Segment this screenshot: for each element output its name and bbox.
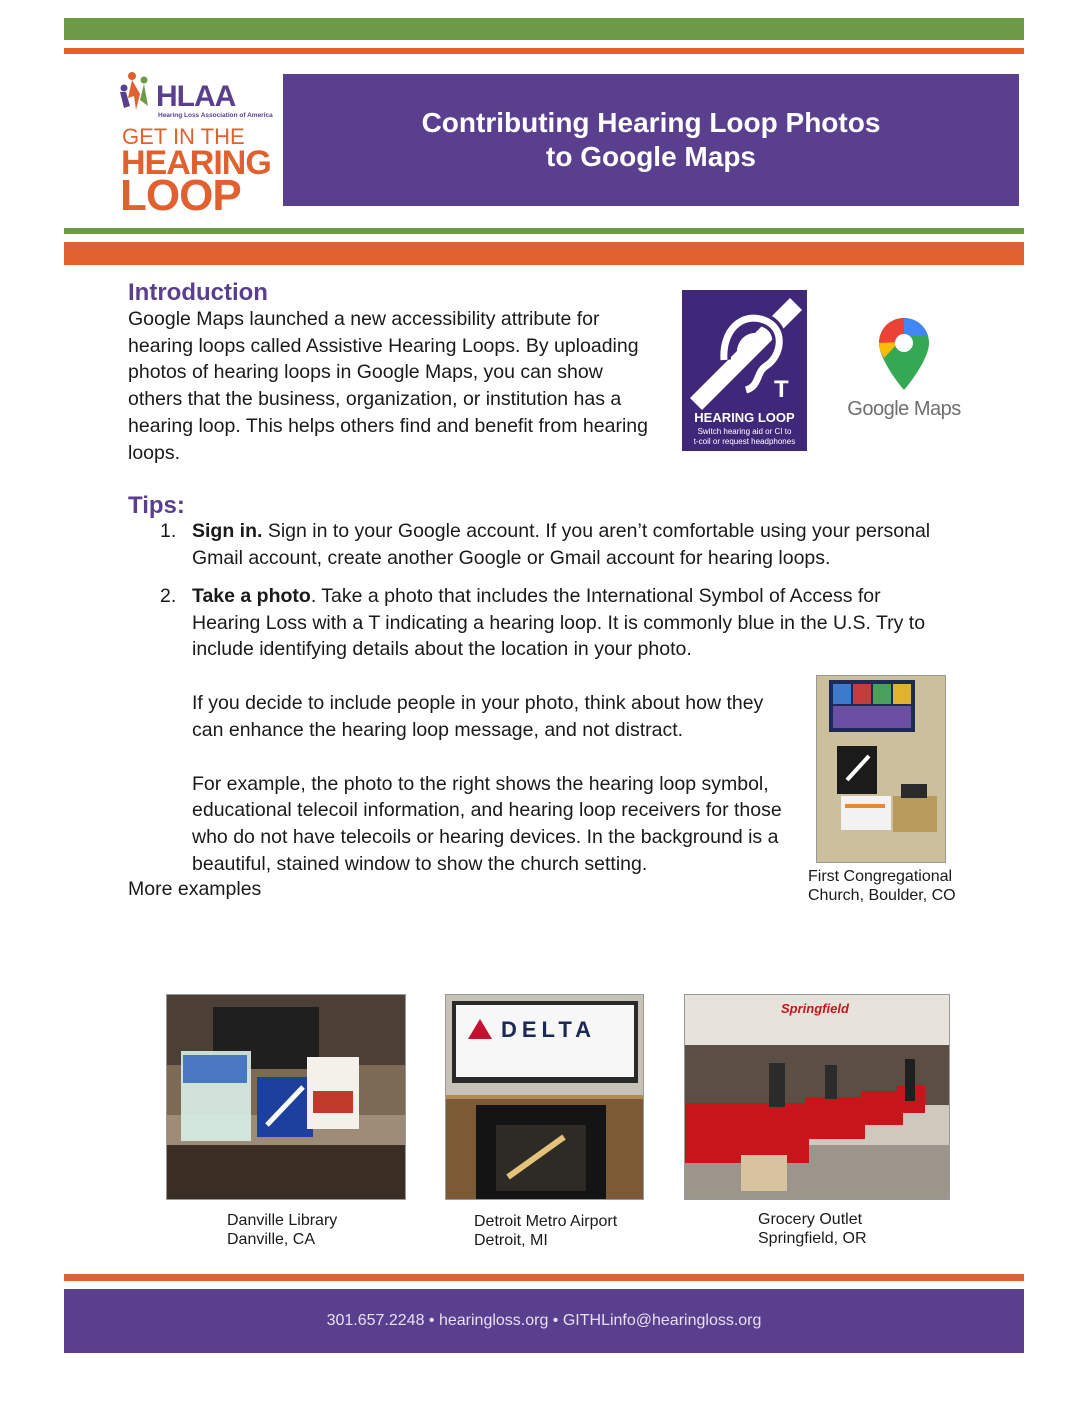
- tip-2-number: 2.: [160, 585, 177, 607]
- caption-danville-line-1: Danville Library: [227, 1212, 338, 1229]
- hearing-loop-sign-title: HEARING LOOP: [694, 410, 795, 425]
- tip-2-para3-line: For example, the photo to the right shows the hearing loop symbol,: [192, 772, 769, 795]
- tip-2-para2-line: If you decide to include people in your photo, think about how they: [192, 692, 764, 715]
- hlaa-wordmark: HLAA: [156, 80, 236, 113]
- example-photo-detroit: [445, 994, 644, 1200]
- grocery-brand-text: Springfield: [781, 1001, 849, 1016]
- hearing-loop-sign-sub1: Switch hearing aid or CI to: [697, 427, 792, 436]
- google-maps-pin-icon: [879, 318, 929, 390]
- hearing-loop-sign: [682, 290, 807, 451]
- tip-2-para3-line: beautiful, stained window to show the church setting.: [192, 852, 648, 875]
- tips-heading: Tips:: [128, 492, 185, 519]
- tip-2-line-3: include identifying details about the location in your photo.: [192, 638, 692, 661]
- page-title-box: [283, 74, 1019, 206]
- page-title-line-1: Contributing Hearing Loop Photos: [421, 107, 881, 138]
- tip-2-bold: Take a photo: [192, 585, 311, 607]
- mid-green-stripe: [64, 228, 1024, 234]
- caption-grocery: [758, 1210, 938, 1248]
- mid-orange-stripe: [64, 242, 1024, 265]
- top-orange-stripe: [64, 48, 1024, 54]
- tip-2-line-1: [192, 583, 972, 610]
- tip-2-para3-line: educational telecoil information, and hearing loop receivers for those: [192, 799, 782, 822]
- tip-1-bold: Sign in.: [192, 520, 263, 542]
- caption-grocery-line-1: Grocery Outlet: [758, 1211, 863, 1228]
- intro-line: loops.: [128, 441, 181, 464]
- delta-brand-text: DELTA: [501, 1017, 597, 1042]
- tip-1-text-1: Sign in to your Google account. If you aren’t comfortable using your personal: [262, 520, 931, 542]
- logo-line-loop: LOOP: [120, 171, 241, 220]
- tip-1-line-1: [192, 518, 972, 545]
- top-green-stripe: [64, 18, 1024, 40]
- example-photo-danville: [166, 994, 406, 1200]
- tip-2-text-1: . Take a photo that includes the International Symbol of Access for: [310, 585, 881, 607]
- intro-paragraph: [128, 306, 673, 466]
- caption-detroit-line-1: Detroit Metro Airport: [474, 1213, 618, 1230]
- google-maps-label: Google Maps: [847, 398, 961, 420]
- danville-photo-image: [167, 995, 405, 1199]
- intro-heading: Introduction: [128, 279, 268, 306]
- footer-contact: 301.657.2248 • hearingloss.org • GITHLinfo@hearingloss.org: [326, 1312, 762, 1329]
- intro-line: hearing loop. This helps others find and benefit from hearing: [128, 414, 648, 437]
- church-caption-line: Church, Boulder, CO: [808, 887, 956, 904]
- google-maps-logo: [842, 318, 966, 428]
- caption-grocery-line-2: Springfield, OR: [758, 1230, 867, 1247]
- intro-line: photos of hearing loops in Google Maps, you can show: [128, 361, 603, 384]
- caption-detroit: [474, 1212, 654, 1250]
- page-title-line-2: to Google Maps: [546, 141, 756, 172]
- church-caption-line: First Congregational: [808, 868, 953, 885]
- hlaa-logo: [118, 70, 273, 220]
- hearing-loop-t-letter: T: [774, 376, 789, 403]
- intro-line: others that the business, organization, or institution has a: [128, 388, 622, 411]
- bottom-orange-stripe: [64, 1274, 1024, 1281]
- hlaa-people-icon: [118, 70, 158, 114]
- tip-1-number: 1.: [160, 520, 177, 542]
- intro-line: hearing loops called Assistive Hearing Loops. By uploading: [128, 334, 639, 357]
- caption-danville: [227, 1211, 407, 1249]
- hlaa-full-name: Hearing Loss Association of America: [158, 112, 273, 119]
- footer-bar: [64, 1289, 1024, 1353]
- example-photo-grocery: [684, 994, 950, 1200]
- hearing-loop-sign-sub2: t-coil or request headphones: [693, 437, 796, 446]
- intro-line: Google Maps launched a new accessibility attribute for: [128, 308, 600, 330]
- tip-1-line-2: Gmail account, create another Google or Gmail account for hearing loops.: [192, 546, 831, 569]
- tip-2-para3-line: who do not have telecoils or hearing devices. In the background is a: [192, 825, 779, 848]
- church-photo-image: [817, 676, 945, 862]
- church-photo: [816, 675, 946, 863]
- caption-detroit-line-2: Detroit, MI: [474, 1232, 548, 1249]
- more-examples-label: More examples: [128, 878, 262, 900]
- tip-2-para2-line: can enhance the hearing loop message, and not distract.: [192, 718, 684, 741]
- logo-line-hearing: HEARING: [121, 144, 271, 182]
- grocery-photo-image: [685, 995, 949, 1199]
- caption-danville-line-2: Danville, CA: [227, 1231, 316, 1248]
- tip-2-line-2: Hearing Loss with a T indicating a hearing loop. It is commonly blue in the U.S. Try to: [192, 611, 926, 634]
- church-caption: [808, 867, 978, 905]
- logo-line-get-in-the: GET IN THE: [122, 124, 245, 149]
